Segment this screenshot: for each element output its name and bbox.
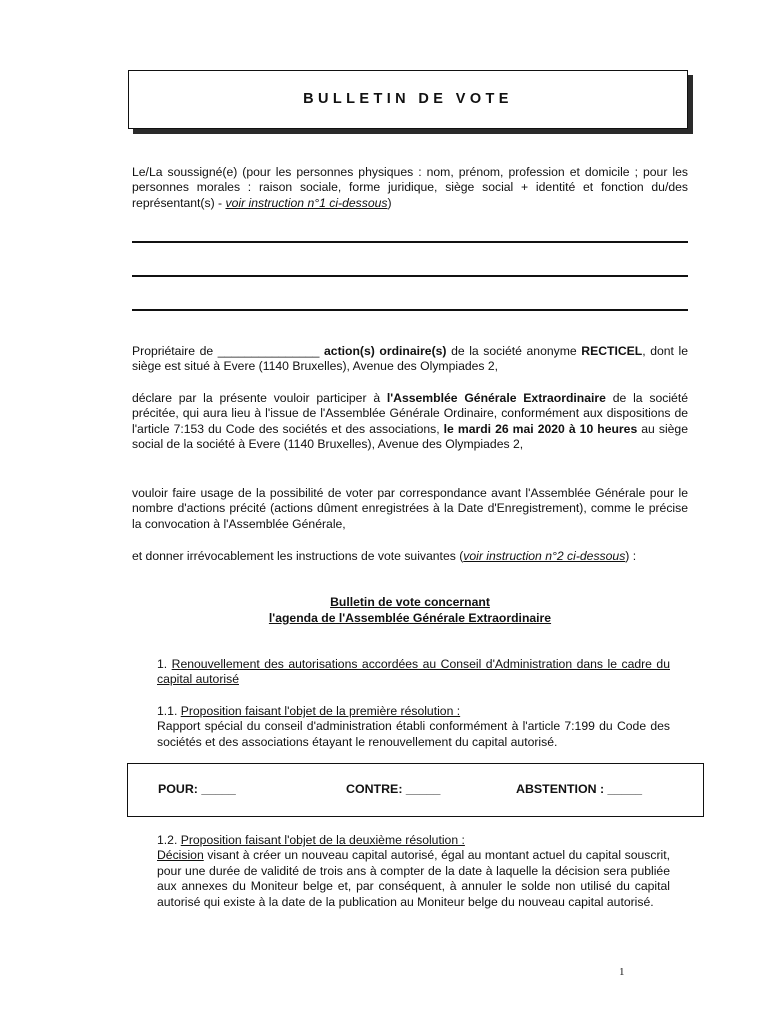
intro-paragraph [132, 165, 688, 211]
meeting-date: le mardi 26 mai 2020 à 10 heures [443, 421, 638, 436]
owner-paragraph [132, 344, 688, 375]
agenda-item-1-2-lead: Décision [157, 848, 204, 863]
correspondence-paragraph: vouloir faire usage de la possibilité de voter par correspondance avant l'Assemblée Générale pour le nombre d'actions précité (actions dûment enregistrées à la Date d'Enregistrement), comme le précise la convocation à l'Assemblée Générale, [132, 486, 688, 531]
page-title: BULLETIN DE VOTE [303, 90, 513, 107]
instructions-text: et donner irrévocablement les instructions de vote suivantes ( [132, 549, 464, 563]
instruction-1-link: voir instruction n°1 ci-dessous [225, 195, 388, 210]
instruction-2-link: voir instruction n°2 ci-dessous [463, 549, 626, 563]
instructions-paragraph [132, 549, 688, 564]
declare-text-1: déclare par la présente vouloir participer à [132, 391, 387, 405]
declare-text-2: de la société précitée, qui aura lieu à l'issue de l'Assemblée Générale Ordinaire, conformément aux dispositions de l'article 7:153 du Code des sociétés et des associations, [132, 391, 688, 436]
company-name: RECTICEL [581, 344, 643, 358]
meeting-name: l'Assemblée Générale Extraordinaire [386, 391, 606, 405]
agenda-item-1-number: 1. [157, 657, 172, 671]
vote-for-field[interactable]: POUR: _____ [158, 782, 236, 796]
vote-against-field[interactable]: CONTRE: _____ [346, 782, 441, 796]
owner-shares-type: action(s) ordinaire(s) [324, 344, 447, 358]
ballot-heading-line-1: Bulletin de vote concernant [330, 595, 490, 609]
agenda-item-1-1-number: 1.1. [157, 704, 181, 718]
owner-prefix: Propriétaire de _______________ [132, 344, 325, 358]
declare-paragraph [132, 391, 688, 453]
agenda-item-1-title: Renouvellement des autorisations accordées au Conseil d'Administration dans le cadre du capital autorisé [157, 657, 670, 687]
agenda-item-1-1-body: Rapport spécial du conseil d'administration établi conformément à l'article 7:199 du Code des sociétés et des associations étayant le renouvellement du capital autorisé. [157, 719, 670, 749]
fill-line-2[interactable] [132, 275, 688, 277]
agenda-item-1-1-title: Proposition faisant l'objet de la première résolution : [180, 704, 461, 718]
agenda-item-1-2-number: 1.2. [157, 833, 181, 847]
instructions-end: ) : [625, 549, 637, 563]
intro-text: Le/La soussigné(e) (pour les personnes physiques : nom, prénom, profession et domicile ; pour les personnes morales : raison sociale, forme juridique, siège social + identité et fonction du/des représentant(s) - [132, 165, 688, 210]
declare-text-3: au siège social de la société à Evere (1140 Bruxelles), Avenue des Olympiades 2, [132, 421, 688, 452]
owner-mid: de la société anonyme [446, 344, 582, 358]
agenda-item-1-1 [157, 704, 670, 750]
page-number: 1 [619, 966, 625, 978]
owner-rest: , dont le siège est situé à Evere (1140 Bruxelles), Avenue des Olympiades 2, [132, 344, 688, 374]
fill-line-3[interactable] [132, 309, 688, 311]
fill-line-1[interactable] [132, 241, 688, 243]
agenda-item-1 [157, 657, 670, 688]
vote-abstention-field[interactable]: ABSTENTION : _____ [516, 782, 643, 796]
title-box [128, 70, 688, 129]
intro-end: ) [387, 195, 392, 210]
agenda-item-1-2 [157, 833, 670, 910]
agenda-item-1-2-body: visant à créer un nouveau capital autorisé, égal au montant actuel du capital souscrit, pour une durée de validité de trois ans à compter de la date à laquelle la décision sera publiée aux annexes du Moniteur belge et, par conséquent, à annuler le solde non utilisé du capital autorisé qui existe à la date de la publication au Moniteur belge du nouveau capital autorisé. [157, 848, 670, 909]
agenda-item-1-2-title: Proposition faisant l'objet de la deuxième résolution : [180, 833, 465, 847]
ballot-heading-line-2: l'agenda de l'Assemblée Générale Extraordinaire [268, 611, 552, 625]
